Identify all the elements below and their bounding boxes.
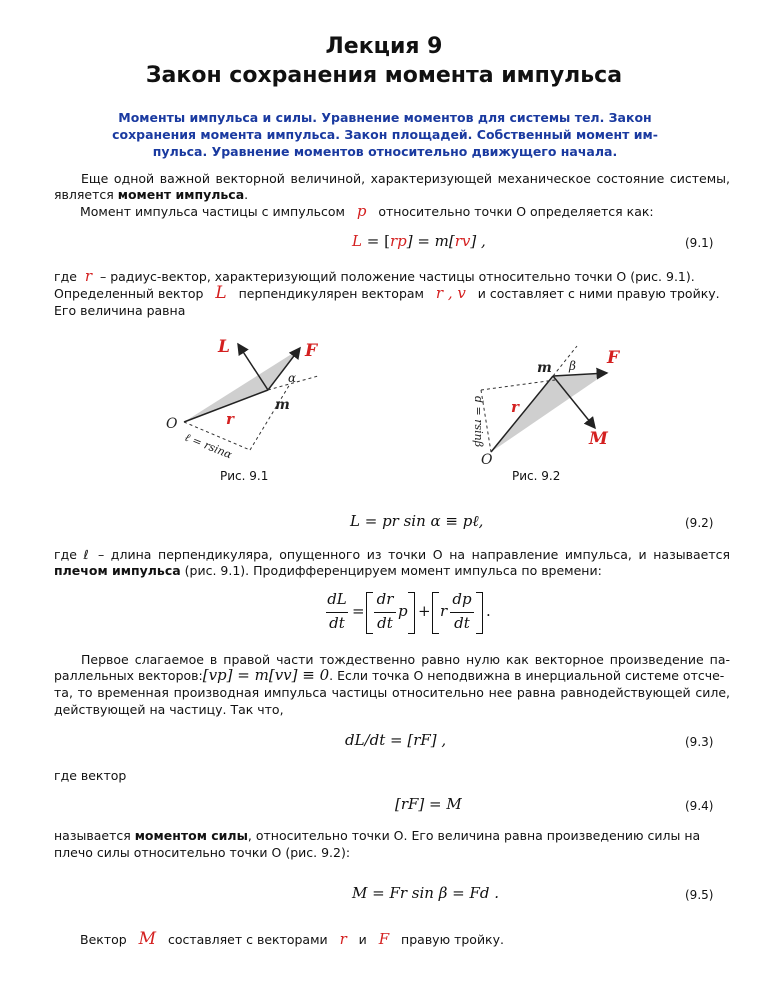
para3-text2b: перпендикулярен векторам: [238, 286, 424, 301]
fig1-label-alpha: α: [288, 371, 297, 385]
fig1-label-F: F: [305, 341, 318, 361]
term-angular-momentum: момент импульса: [117, 187, 245, 202]
eq-number-9-5: (9.5): [685, 888, 714, 902]
para5-line4: действующей на частицу. Так что,: [54, 702, 284, 717]
para8-text-a: Вектор: [80, 932, 127, 947]
fig2-label-beta: β: [569, 359, 576, 373]
eq-number-9-1: (9.1): [685, 236, 714, 250]
lecture-number: Лекция 9: [325, 34, 443, 59]
eq-number-9-4: (9.4): [685, 799, 714, 813]
eq1-rv: rv: [454, 232, 471, 250]
para8-and: и: [358, 932, 367, 947]
para1-end: .: [244, 187, 249, 202]
bracket-right-2: [476, 592, 483, 634]
eq1-rp: rp: [389, 232, 407, 250]
symbol-M: M: [138, 929, 157, 949]
deriv-dL: dL: [327, 590, 347, 608]
para7-text-a: называется: [54, 828, 135, 843]
para1-line1: Еще одной важной векторной величиной, характеризующей механическое состояние системы,: [81, 171, 730, 186]
deriv-equals: =: [352, 602, 365, 620]
para2: [80, 203, 654, 220]
fig2-caption: Рис. 9.2: [512, 469, 561, 483]
para5-text2b: . Если точка О неподвижна в инерциальной системе отсче-: [329, 668, 725, 683]
term-momentum-arm: плечом импульса: [54, 563, 181, 578]
para3-line1: [54, 268, 695, 285]
para3-where: где: [54, 269, 77, 284]
fraction-bar: [450, 612, 474, 613]
deriv-num-left: [326, 590, 348, 608]
equation-9-4: [rF] = M: [395, 795, 462, 813]
symbol-r2: r: [339, 930, 347, 948]
equation-9-5: M = Fr sin β = Fd .: [352, 884, 500, 902]
fig1-label-r: r: [226, 410, 234, 428]
para7-line1: [54, 827, 700, 844]
abstract-line: сохранения момента импульса. Закон площадей. Собственный момент им-: [112, 127, 658, 142]
para7-line2: плечо силы относительно точки О (рис. 9.2):: [54, 845, 351, 860]
fig1-label-m: m: [275, 397, 290, 413]
symbol-rv: r , v: [435, 284, 466, 302]
deriv-dt-left: dt: [329, 614, 345, 632]
para8: [80, 931, 504, 948]
para6: где вектор: [54, 768, 127, 783]
para1-text: является: [54, 187, 118, 202]
fig1-label-O: O: [166, 416, 178, 432]
para7-text-b: , относительно точки О. Его величина равна произведению силы на: [247, 828, 701, 843]
fig2-triangle: [491, 374, 605, 452]
equation-9-2: L = pr sin α ≡ pℓ,: [350, 512, 484, 530]
para3-text2a: Определенный вектор: [54, 286, 204, 301]
abstract-line: Моменты импульса и силы. Уравнение моментов для системы тел. Закон: [118, 110, 652, 125]
eq1-end: ] ,: [470, 232, 486, 250]
bracket-left-1: [366, 592, 373, 634]
deriv-p: p: [398, 602, 408, 620]
fig2-label-d: d = rsinβ: [472, 396, 485, 448]
para3-text: – радиус-вектор, характеризующий положение частицы относительно точки О (рис. 9.1).: [99, 269, 695, 284]
abstract-line: пульса. Уравнение моментов относительно движущего начала.: [152, 144, 618, 159]
bracket-right-1: [408, 592, 415, 634]
symbol-F: F: [378, 930, 390, 948]
para8-text-c: правую тройку.: [401, 932, 504, 947]
deriv-dt-1: dt: [377, 614, 393, 632]
derivative-equation: [326, 590, 496, 636]
deriv-dr: dr: [376, 590, 394, 608]
lecture-title: Закон сохранения момента импульса: [145, 63, 623, 88]
para8-text-b: составляет с векторами: [167, 932, 328, 947]
figure-9-1: [160, 330, 340, 470]
bracket-left-2: [432, 592, 439, 634]
eq-number-9-3: (9.3): [685, 735, 714, 749]
para3-line3: Его величина равна: [54, 303, 186, 318]
figure-9-2: [455, 340, 635, 470]
para1-line2: [54, 186, 248, 203]
deriv-dp: dp: [452, 590, 472, 608]
fig2-label-O: O: [481, 452, 493, 468]
deriv-plus: +: [418, 602, 431, 620]
para4-line1: где ℓ – длина перпендикуляра, опущенного из точки О на направление импульса, и называется: [54, 547, 730, 562]
abstract: [100, 109, 670, 160]
fig2-label-F: F: [607, 348, 620, 368]
para5-line3: та, то временная производная импульса частицы относительно нее равна равнодействующей силе,: [54, 685, 730, 700]
para5-line2: [54, 667, 724, 684]
fig2-label-m: m: [537, 360, 552, 376]
equation-9-1: [352, 232, 486, 250]
para4-line2: [54, 562, 602, 579]
equation-9-3: dL/dt = [rF] ,: [345, 731, 447, 749]
para2-text-a: Момент импульса частицы с импульсом: [80, 204, 345, 219]
fraction-bar: [374, 612, 396, 613]
para5-equation: [vp] = m[vv] ≡ 0: [202, 666, 330, 684]
symbol-r: r: [84, 267, 93, 285]
fig1-label-L: L: [218, 337, 230, 357]
eq-number-9-2: (9.2): [685, 516, 714, 530]
fig2-label-r: r: [511, 398, 519, 416]
para4-text: (рис. 9.1). Продифференцируем момент импульса по времени:: [180, 563, 602, 578]
para3-line2: [54, 285, 720, 302]
fig1-caption: Рис. 9.1: [220, 469, 269, 483]
deriv-dt-2: dt: [454, 614, 470, 632]
para5-line1: Первое слагаемое в правой части тождественно равно нулю как векторное произведение па-: [81, 652, 730, 667]
fig2-label-M: M: [589, 429, 608, 449]
fraction-bar: [326, 612, 348, 613]
para2-text-b: относительно точки О определяется как:: [378, 204, 654, 219]
deriv-r: r: [440, 602, 448, 620]
symbol-L: L: [215, 283, 227, 303]
term-torque: моментом силы: [134, 828, 248, 843]
fig1-label-ell: ℓ = rsinα: [182, 430, 234, 462]
deriv-period: .: [486, 602, 491, 620]
para5-text2a: раллельных векторов:: [54, 668, 203, 683]
para3-text2c: и составляет с ними правую тройку.: [477, 286, 720, 301]
eq1-mid: ] = m[: [406, 232, 455, 250]
eq1-L: L: [352, 232, 362, 250]
symbol-p: p: [356, 202, 367, 220]
eq1-part: = [: [361, 232, 390, 250]
